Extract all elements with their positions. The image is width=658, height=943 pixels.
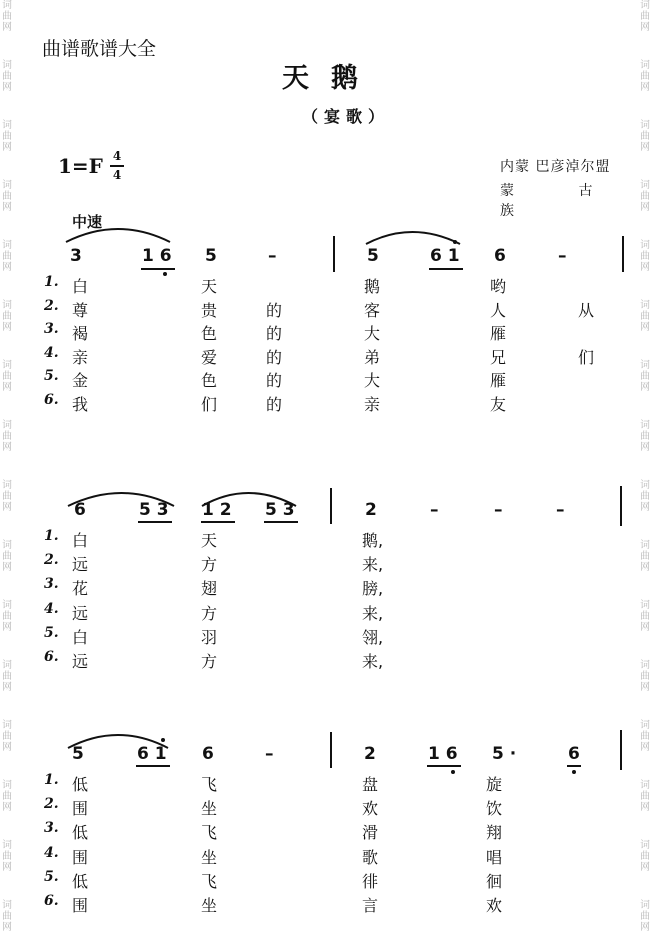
lyric-syllable: 花 <box>72 579 89 599</box>
beam <box>201 521 235 523</box>
watermark-char: 曲 <box>2 731 12 742</box>
verse-number: 6. <box>44 893 59 909</box>
lyric-syllable: 方 <box>201 603 218 623</box>
watermark-char: 网 <box>640 442 650 453</box>
barline <box>333 236 335 272</box>
watermark-char: 网 <box>2 742 12 753</box>
watermark-char: 词 <box>640 540 650 551</box>
watermark-group <box>2 60 12 93</box>
watermark-group <box>2 0 12 33</box>
note: 5 <box>367 246 379 266</box>
lyric-syllable: 们 <box>201 394 218 414</box>
lyric-syllable: 来, <box>362 652 384 671</box>
lyric-syllable: 来, <box>362 555 384 575</box>
lyric-syllable: 羽 <box>201 627 218 647</box>
verse-number: 4. <box>44 844 59 861</box>
beam <box>427 765 461 767</box>
verse-number: 3. <box>44 576 59 593</box>
verse-number: 2. <box>44 796 59 813</box>
watermark-char: 网 <box>2 502 12 513</box>
watermark-char: 词 <box>640 780 650 791</box>
lyric-syllable: 远 <box>72 555 89 575</box>
watermark-char: 词 <box>2 660 12 671</box>
watermark-group <box>640 240 650 273</box>
watermark-char: 词 <box>2 840 12 851</box>
beam <box>141 268 175 270</box>
lyric-syllable: 友 <box>490 394 507 414</box>
verse-number: 5. <box>44 868 59 885</box>
watermark-char: 网 <box>2 682 12 693</box>
watermark-group <box>2 900 12 933</box>
lyric-syllable: 翅 <box>201 579 218 599</box>
barline <box>620 730 622 770</box>
watermark-char: 词 <box>2 240 12 251</box>
barline <box>330 732 332 768</box>
watermark-char: 曲 <box>640 11 650 22</box>
lyric-syllable: 亲 <box>72 347 89 367</box>
note: 6 <box>74 500 86 520</box>
watermark-group <box>2 720 12 753</box>
watermark-char: 曲 <box>640 671 650 682</box>
barline <box>620 486 622 526</box>
lyric-syllable: 客 <box>364 300 381 320</box>
watermark-char: 词 <box>640 420 650 431</box>
lyric-syllable: 围 <box>72 799 89 819</box>
watermark-group <box>2 120 12 153</box>
note: – <box>558 246 567 266</box>
key-signature: 1=F <box>58 154 103 178</box>
watermark-group <box>640 660 650 693</box>
lyric-syllable: 白 <box>72 277 89 296</box>
watermark-char: 网 <box>640 262 650 273</box>
verse-number: 5. <box>44 624 59 641</box>
watermark-char: 曲 <box>640 71 650 82</box>
lyric-syllable: 来, <box>362 603 384 623</box>
song-title: 天鹅 <box>282 63 380 94</box>
watermark-char: 词 <box>640 120 650 131</box>
note: 2 <box>365 500 377 520</box>
lyric-syllable: 的 <box>266 347 283 367</box>
verse-number: 3. <box>44 820 59 837</box>
watermark-group <box>2 780 12 813</box>
lyric-syllable: 亲 <box>364 394 381 414</box>
lyric-syllable: 方 <box>201 555 218 575</box>
song-genre: （宴歌） <box>302 107 391 126</box>
watermark-char: 词 <box>2 420 12 431</box>
verse-number: 1. <box>44 772 59 788</box>
note: 6 <box>494 246 506 266</box>
lyric-syllable: 唱 <box>486 847 503 867</box>
watermark-char: 网 <box>640 202 650 213</box>
watermark-char: 曲 <box>2 131 12 142</box>
note: 5 3 <box>139 500 169 520</box>
watermark-group <box>2 480 12 513</box>
watermark-char: 网 <box>640 862 650 873</box>
watermark-char: 词 <box>640 60 650 71</box>
note: 1 6 <box>142 246 172 266</box>
lyric-syllable: 尊 <box>72 300 89 320</box>
note: 2 <box>364 744 376 764</box>
watermark-group <box>640 840 650 873</box>
lyric-syllable: 的 <box>266 300 283 320</box>
lyric-syllable: 饮 <box>486 799 503 819</box>
watermark-group <box>640 0 650 33</box>
note: 5 <box>72 744 84 764</box>
lyric-syllable: 的 <box>266 371 283 390</box>
lyric-syllable: 雁 <box>490 324 507 343</box>
note: – <box>268 246 277 266</box>
lyric-syllable: 弟 <box>364 347 381 367</box>
note: 1 6 <box>428 744 458 764</box>
watermark-char: 词 <box>640 840 650 851</box>
lyric-syllable: 远 <box>72 652 89 671</box>
watermark-char: 曲 <box>640 431 650 442</box>
lyric-syllable: 膀, <box>362 579 384 599</box>
lyric-syllable: 滑 <box>362 823 379 843</box>
watermark-group <box>640 360 650 393</box>
lyric-syllable: 雁 <box>490 371 507 390</box>
watermark-char: 词 <box>640 900 650 911</box>
watermark-char: 曲 <box>2 311 12 322</box>
note: 5 · <box>492 744 517 764</box>
watermark-char: 词 <box>2 780 12 791</box>
watermark-char: 网 <box>640 802 650 813</box>
watermark-char: 网 <box>2 562 12 573</box>
watermark-char: 词 <box>640 480 650 491</box>
watermark-char: 曲 <box>640 371 650 382</box>
lyric-syllable: 翔 <box>486 823 503 843</box>
note: – <box>430 500 439 520</box>
lyric-syllable: 坐 <box>201 799 218 819</box>
note: 5 <box>205 246 217 266</box>
watermark-char: 网 <box>2 802 12 813</box>
note: 6 <box>568 744 580 764</box>
lyric-syllable: 白 <box>72 531 89 550</box>
watermark-group <box>640 420 650 453</box>
watermark-char: 曲 <box>640 851 650 862</box>
watermark-char: 曲 <box>640 551 650 562</box>
watermark-char: 网 <box>2 262 12 273</box>
lyric-syllable: 贵 <box>201 300 218 320</box>
watermark-char: 曲 <box>2 11 12 22</box>
watermark-char: 词 <box>2 360 12 371</box>
beam <box>567 765 581 767</box>
watermark-char: 曲 <box>2 371 12 382</box>
watermark-char: 曲 <box>640 611 650 622</box>
lyric-syllable: 翎, <box>362 627 384 647</box>
watermark-char: 网 <box>640 622 650 633</box>
watermark-char: 曲 <box>640 791 650 802</box>
octave-dot <box>572 770 576 774</box>
lyric-syllable: 徘 <box>362 871 379 891</box>
watermark-char: 网 <box>2 442 12 453</box>
watermark-group <box>2 540 12 573</box>
octave-dot <box>451 770 455 774</box>
note: 6 1 <box>137 744 167 764</box>
watermark-char: 曲 <box>2 911 12 922</box>
lyric-syllable: 方 <box>201 652 218 671</box>
note: 3 <box>70 246 82 266</box>
tempo-marking: 中速 <box>72 213 103 231</box>
watermark-char: 网 <box>2 622 12 633</box>
watermark-char: 词 <box>2 720 12 731</box>
watermark-group <box>640 600 650 633</box>
beam <box>429 268 463 270</box>
lyric-syllable: 欢 <box>486 896 503 915</box>
watermark-char: 网 <box>2 202 12 213</box>
lyric-syllable: 们 <box>578 347 595 367</box>
watermark-char: 曲 <box>2 611 12 622</box>
watermark-char: 网 <box>2 382 12 393</box>
lyric-syllable: 人 <box>490 300 507 320</box>
verse-number: 6. <box>44 391 59 408</box>
watermark-char: 网 <box>640 682 650 693</box>
lyric-syllable: 兄 <box>490 347 507 367</box>
watermark-char: 曲 <box>2 791 12 802</box>
time-bottom: 4 <box>112 168 122 182</box>
watermark-char: 曲 <box>2 251 12 262</box>
lyric-syllable: 我 <box>72 394 89 414</box>
watermark-group <box>2 600 12 633</box>
verse-number: 1. <box>44 528 59 544</box>
lyric-syllable: 低 <box>72 775 89 794</box>
note: – <box>556 500 565 520</box>
time-signature <box>110 149 124 183</box>
watermark-char: 词 <box>2 300 12 311</box>
lyric-syllable: 飞 <box>201 871 218 891</box>
watermark-group <box>2 300 12 333</box>
watermark-char: 曲 <box>640 131 650 142</box>
verse-number: 6. <box>44 649 59 665</box>
lyric-syllable: 天 <box>201 531 218 550</box>
watermark-group <box>640 900 650 933</box>
watermark-char: 曲 <box>640 191 650 202</box>
watermark-char: 网 <box>640 142 650 153</box>
watermark-char: 词 <box>2 600 12 611</box>
watermark-group <box>2 240 12 273</box>
verse-number: 3. <box>44 321 59 337</box>
octave-dot <box>453 240 457 244</box>
verse-number: 2. <box>44 297 59 314</box>
note: 1 2 <box>202 500 232 520</box>
lyric-syllable: 天 <box>201 277 218 296</box>
watermark-char: 网 <box>640 562 650 573</box>
note: 5 3 <box>265 500 295 520</box>
watermark-char: 词 <box>2 60 12 71</box>
octave-dot <box>161 738 165 742</box>
watermark-char: 网 <box>2 322 12 333</box>
barline <box>622 236 624 272</box>
watermark-char: 网 <box>640 742 650 753</box>
lyric-syllable: 低 <box>72 823 89 843</box>
lyric-syllable: 徊 <box>486 871 503 891</box>
lyric-syllable: 色 <box>201 324 218 343</box>
watermark-char: 词 <box>640 240 650 251</box>
watermark-char: 网 <box>2 922 12 933</box>
lyric-syllable: 飞 <box>201 823 218 843</box>
watermark-group <box>2 660 12 693</box>
watermark-char: 词 <box>640 600 650 611</box>
credit-ethnicity: 蒙 古 族 <box>500 183 623 219</box>
watermark-char: 曲 <box>640 251 650 262</box>
lyric-syllable: 哟 <box>490 277 507 296</box>
watermark-char: 词 <box>640 0 650 11</box>
watermark-char: 网 <box>640 22 650 33</box>
watermark-char: 曲 <box>2 71 12 82</box>
watermark-char: 词 <box>640 360 650 371</box>
watermark-group <box>2 420 12 453</box>
verse-number: 4. <box>44 344 59 361</box>
lyric-syllable: 围 <box>72 896 89 915</box>
watermark-group <box>2 840 12 873</box>
watermark-char: 网 <box>640 922 650 933</box>
watermark-char: 曲 <box>2 671 12 682</box>
slur <box>64 222 174 244</box>
watermark-char: 词 <box>2 540 12 551</box>
beam <box>138 521 172 523</box>
watermark-group <box>640 540 650 573</box>
lyric-syllable: 大 <box>364 324 381 343</box>
note: – <box>494 500 503 520</box>
watermark-group <box>640 720 650 753</box>
watermark-char: 网 <box>2 862 12 873</box>
lyric-syllable: 围 <box>72 847 89 867</box>
watermark-char: 曲 <box>640 911 650 922</box>
watermark-group <box>640 60 650 93</box>
lyric-syllable: 盘 <box>362 775 379 794</box>
verse-number: 1. <box>44 274 59 290</box>
site-title: 曲谱歌谱大全 <box>42 38 157 60</box>
watermark-group <box>640 120 650 153</box>
watermark-char: 网 <box>640 382 650 393</box>
lyric-syllable: 爱 <box>201 347 218 367</box>
lyric-syllable: 的 <box>266 394 283 414</box>
lyric-syllable: 飞 <box>201 775 218 794</box>
lyric-syllable: 言 <box>362 896 379 915</box>
watermark-group <box>2 180 12 213</box>
watermark-group <box>2 360 12 393</box>
lyric-syllable: 鹅 <box>364 277 381 296</box>
lyric-syllable: 歌 <box>362 847 379 867</box>
watermark-char: 词 <box>2 0 12 11</box>
lyric-syllable: 坐 <box>201 896 218 915</box>
barline <box>330 488 332 524</box>
watermark-char: 曲 <box>2 551 12 562</box>
lyric-syllable: 色 <box>201 371 218 390</box>
verse-number: 5. <box>44 368 59 384</box>
lyric-syllable: 从 <box>578 300 595 320</box>
lyric-syllable: 的 <box>266 324 283 343</box>
octave-dot <box>163 272 167 276</box>
watermark-char: 词 <box>640 720 650 731</box>
note: 6 <box>202 744 214 764</box>
lyric-syllable: 远 <box>72 603 89 623</box>
note: – <box>265 744 274 764</box>
watermark-char: 曲 <box>2 491 12 502</box>
watermark-char: 词 <box>2 900 12 911</box>
lyric-syllable: 鹅, <box>362 531 384 550</box>
beam <box>136 765 170 767</box>
lyric-syllable: 欢 <box>362 799 379 819</box>
watermark-char: 曲 <box>2 191 12 202</box>
watermark-char: 网 <box>2 22 12 33</box>
watermark-char: 网 <box>640 502 650 513</box>
watermark-group <box>640 480 650 513</box>
watermark-char: 网 <box>640 82 650 93</box>
lyric-syllable: 旋 <box>486 775 503 794</box>
watermark-char: 曲 <box>640 491 650 502</box>
watermark-char: 词 <box>640 300 650 311</box>
lyric-syllable: 褐 <box>72 324 89 343</box>
watermark-char: 曲 <box>640 731 650 742</box>
watermark-char: 词 <box>2 180 12 191</box>
lyric-syllable: 低 <box>72 871 89 891</box>
watermark-char: 网 <box>640 322 650 333</box>
credit-region: 内蒙 巴彦淖尔盟 <box>500 159 611 175</box>
verse-number: 2. <box>44 552 59 569</box>
watermark-char: 曲 <box>2 851 12 862</box>
watermark-char: 曲 <box>640 311 650 322</box>
watermark-char: 词 <box>2 480 12 491</box>
watermark-char: 网 <box>2 82 12 93</box>
watermark-char: 词 <box>640 180 650 191</box>
lyric-syllable: 大 <box>364 371 381 390</box>
watermark-char: 词 <box>2 120 12 131</box>
slur <box>364 226 464 246</box>
verse-number: 4. <box>44 600 59 617</box>
beam <box>264 521 298 523</box>
lyric-syllable: 坐 <box>201 847 218 867</box>
watermark-group <box>640 780 650 813</box>
note: 6 1 <box>430 246 460 266</box>
watermark-char: 词 <box>640 660 650 671</box>
lyric-syllable: 金 <box>72 371 89 390</box>
watermark-char: 曲 <box>2 431 12 442</box>
watermark-group <box>640 300 650 333</box>
watermark-char: 网 <box>2 142 12 153</box>
time-top: 4 <box>112 149 122 163</box>
lyric-syllable: 白 <box>72 627 89 647</box>
